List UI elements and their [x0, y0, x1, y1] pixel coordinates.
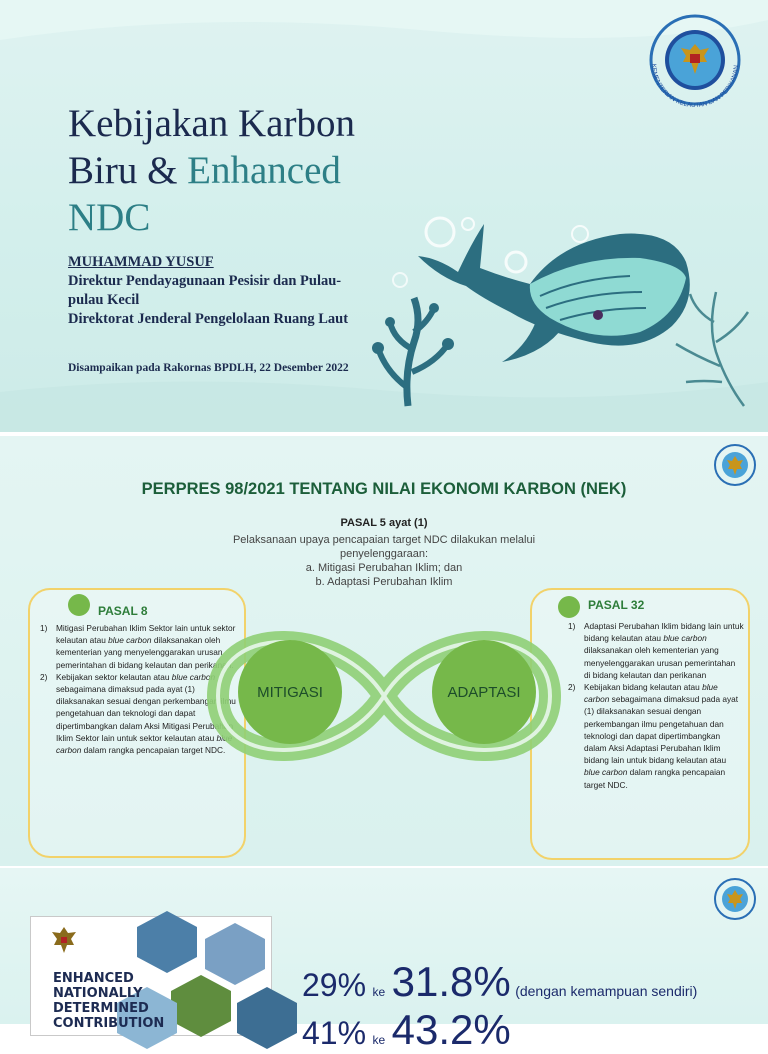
- list-emphasis: blue carbon: [108, 635, 152, 646]
- list-number: 2): [40, 671, 48, 682]
- list-text: dalam rangka pencapaian target NDC.: [81, 745, 226, 756]
- ndc-cover-title: [53, 971, 163, 1031]
- pasal-desc-line-1: Pelaksanaan upaya pencapaian target NDC dilakukan melalui: [232, 534, 536, 546]
- ministry-logo-small: [712, 876, 758, 922]
- list-text: Kebijakan bidang kelautan atau: [584, 682, 703, 693]
- list-item: [40, 622, 238, 671]
- list-text: sebagaimana dimaksud pada ayat (1) dilaksanakan sesuai dengan perkembangan ilmu pengetahuan dan teknologi dan dapat dipertimbangkan dalam Aksi Adaptasi Perubahan Iklim bidang lain untuk bidang kelautan atau: [584, 694, 739, 766]
- position-line-1: Direktur Pendayagunaan Pesisir dan Pulau-: [68, 273, 342, 289]
- list-text: Mitigasi Perubahan Iklim Sektor lain untuk sektor kelautan atau: [56, 623, 236, 646]
- position-line-2: pulau Kecil: [68, 292, 140, 308]
- slide-title: PERPRES 98/2021 TENTANG NILAI EKONOMI KARBON (NEK): [141, 480, 627, 498]
- title-line-2-accent: Enhanced: [187, 149, 341, 192]
- cover-line-1: ENHANCED: [53, 971, 134, 986]
- title-line-1: Kebijakan Karbon: [68, 102, 355, 145]
- list-emphasis: blue carbon: [171, 671, 216, 682]
- list-item: [568, 681, 744, 791]
- author-name: MUHAMMAD YUSUF: [68, 254, 214, 270]
- pasal-32-box: [530, 588, 750, 860]
- title-slide: [0, 0, 768, 432]
- list-emphasis: blue carbon: [584, 682, 718, 705]
- pasal-desc-line-3: a. Mitigasi Perubahan Iklim; dan: [305, 562, 463, 574]
- list-number: 2): [568, 682, 576, 693]
- list-text: dalam rangka pencapaian target NDC.: [584, 767, 726, 790]
- ndc-document-cover: [30, 916, 272, 1036]
- list-emphasis: blue carbon: [663, 633, 707, 644]
- list-text: sebagaimana dimaksud pada ayat (1) dilaksanakan sesuai dengan perkembangan ilmu pengetahuan dan teknologi dan dapat dipertimbangkan dalam Aksi Mitigasi Perubahan Iklim Sektor lain untuk sektor kelautan atau: [56, 684, 236, 743]
- pasal-32-dot-icon: [558, 596, 580, 618]
- title-line-2-plain: Biru &: [68, 149, 188, 192]
- pasal-desc-line-2: penyelenggaraan:: [339, 548, 429, 560]
- pasal-description: [184, 533, 584, 589]
- stat-1-note: (dengan kemampuan sendiri): [515, 983, 698, 999]
- list-emphasis: blue carbon: [584, 767, 628, 778]
- list-text: dilaksanakan oleh kementerian yang menyelenggarakan urusan pemerintahan di bidang kelautan dan perikanan.: [56, 635, 234, 670]
- seaweed-left-decoration: [356, 292, 466, 406]
- ministry-logo: [632, 14, 758, 120]
- pasal-heading: PASAL 5 ayat (1): [340, 517, 428, 529]
- presentation-title: [68, 100, 408, 241]
- stat-1-from: 29%: [302, 967, 367, 1003]
- list-text: dilaksanakan oleh kementerian yang menyelenggarakan urusan pemerintahan di bidang kelautan dan perikanan: [584, 645, 736, 680]
- delivered-note: Disampaikan pada Rakornas BPDLH, 22 Desember 2022: [68, 362, 349, 374]
- list-number: 1): [568, 621, 576, 631]
- stat-row-2: [302, 1006, 511, 1054]
- list-item: [568, 620, 744, 681]
- logo-text: KEMENTERIAN KELAUTAN DAN PERIKANAN: [649, 63, 741, 110]
- position-line-3: Direktorat Jenderal Pengelolaan Ruang Laut: [68, 311, 349, 327]
- garuda-emblem-icon: [49, 925, 79, 955]
- enhanced-ndc-slide: [0, 868, 768, 1053]
- stat-2-to: 43.2%: [391, 1006, 511, 1053]
- mitigasi-label: MITIGASI: [257, 684, 323, 701]
- pasal-8-label: PASAL 8: [98, 604, 148, 618]
- stat-1-joiner: ke: [372, 985, 386, 999]
- stat-row-1: [302, 958, 697, 1006]
- title-line-3: NDC: [68, 196, 151, 239]
- coral-right-decoration: [656, 282, 756, 410]
- author-position: [68, 272, 388, 329]
- list-number: 1): [40, 623, 48, 633]
- stat-2-joiner: ke: [372, 1033, 386, 1047]
- cover-line-2: NATIONALLY: [53, 986, 143, 1001]
- list-text: Adaptasi Perubahan Iklim bidang lain untuk bidang kelautan atau: [584, 621, 744, 644]
- list-text: Kebijakan sektor kelautan atau: [56, 671, 172, 682]
- cover-line-3: DETERMINED: [53, 1001, 149, 1016]
- cover-line-4: CONTRIBUTION: [53, 1016, 165, 1031]
- list-emphasis: blue carbon: [56, 732, 233, 756]
- pasal-32-label: PASAL 32: [588, 598, 645, 612]
- title-line-2: [68, 147, 408, 194]
- pasal-32-list: [568, 620, 744, 791]
- pasal-desc-line-4: b. Adaptasi Perubahan Iklim: [315, 576, 453, 588]
- pasal-8-dot-icon: [68, 594, 90, 616]
- adaptasi-label: ADAPTASI: [447, 684, 521, 701]
- stat-1-to: 31.8%: [391, 958, 511, 1005]
- perpres-slide: [0, 436, 768, 866]
- stat-2-from: 41%: [302, 1015, 367, 1051]
- infinity-diagram: [210, 616, 558, 776]
